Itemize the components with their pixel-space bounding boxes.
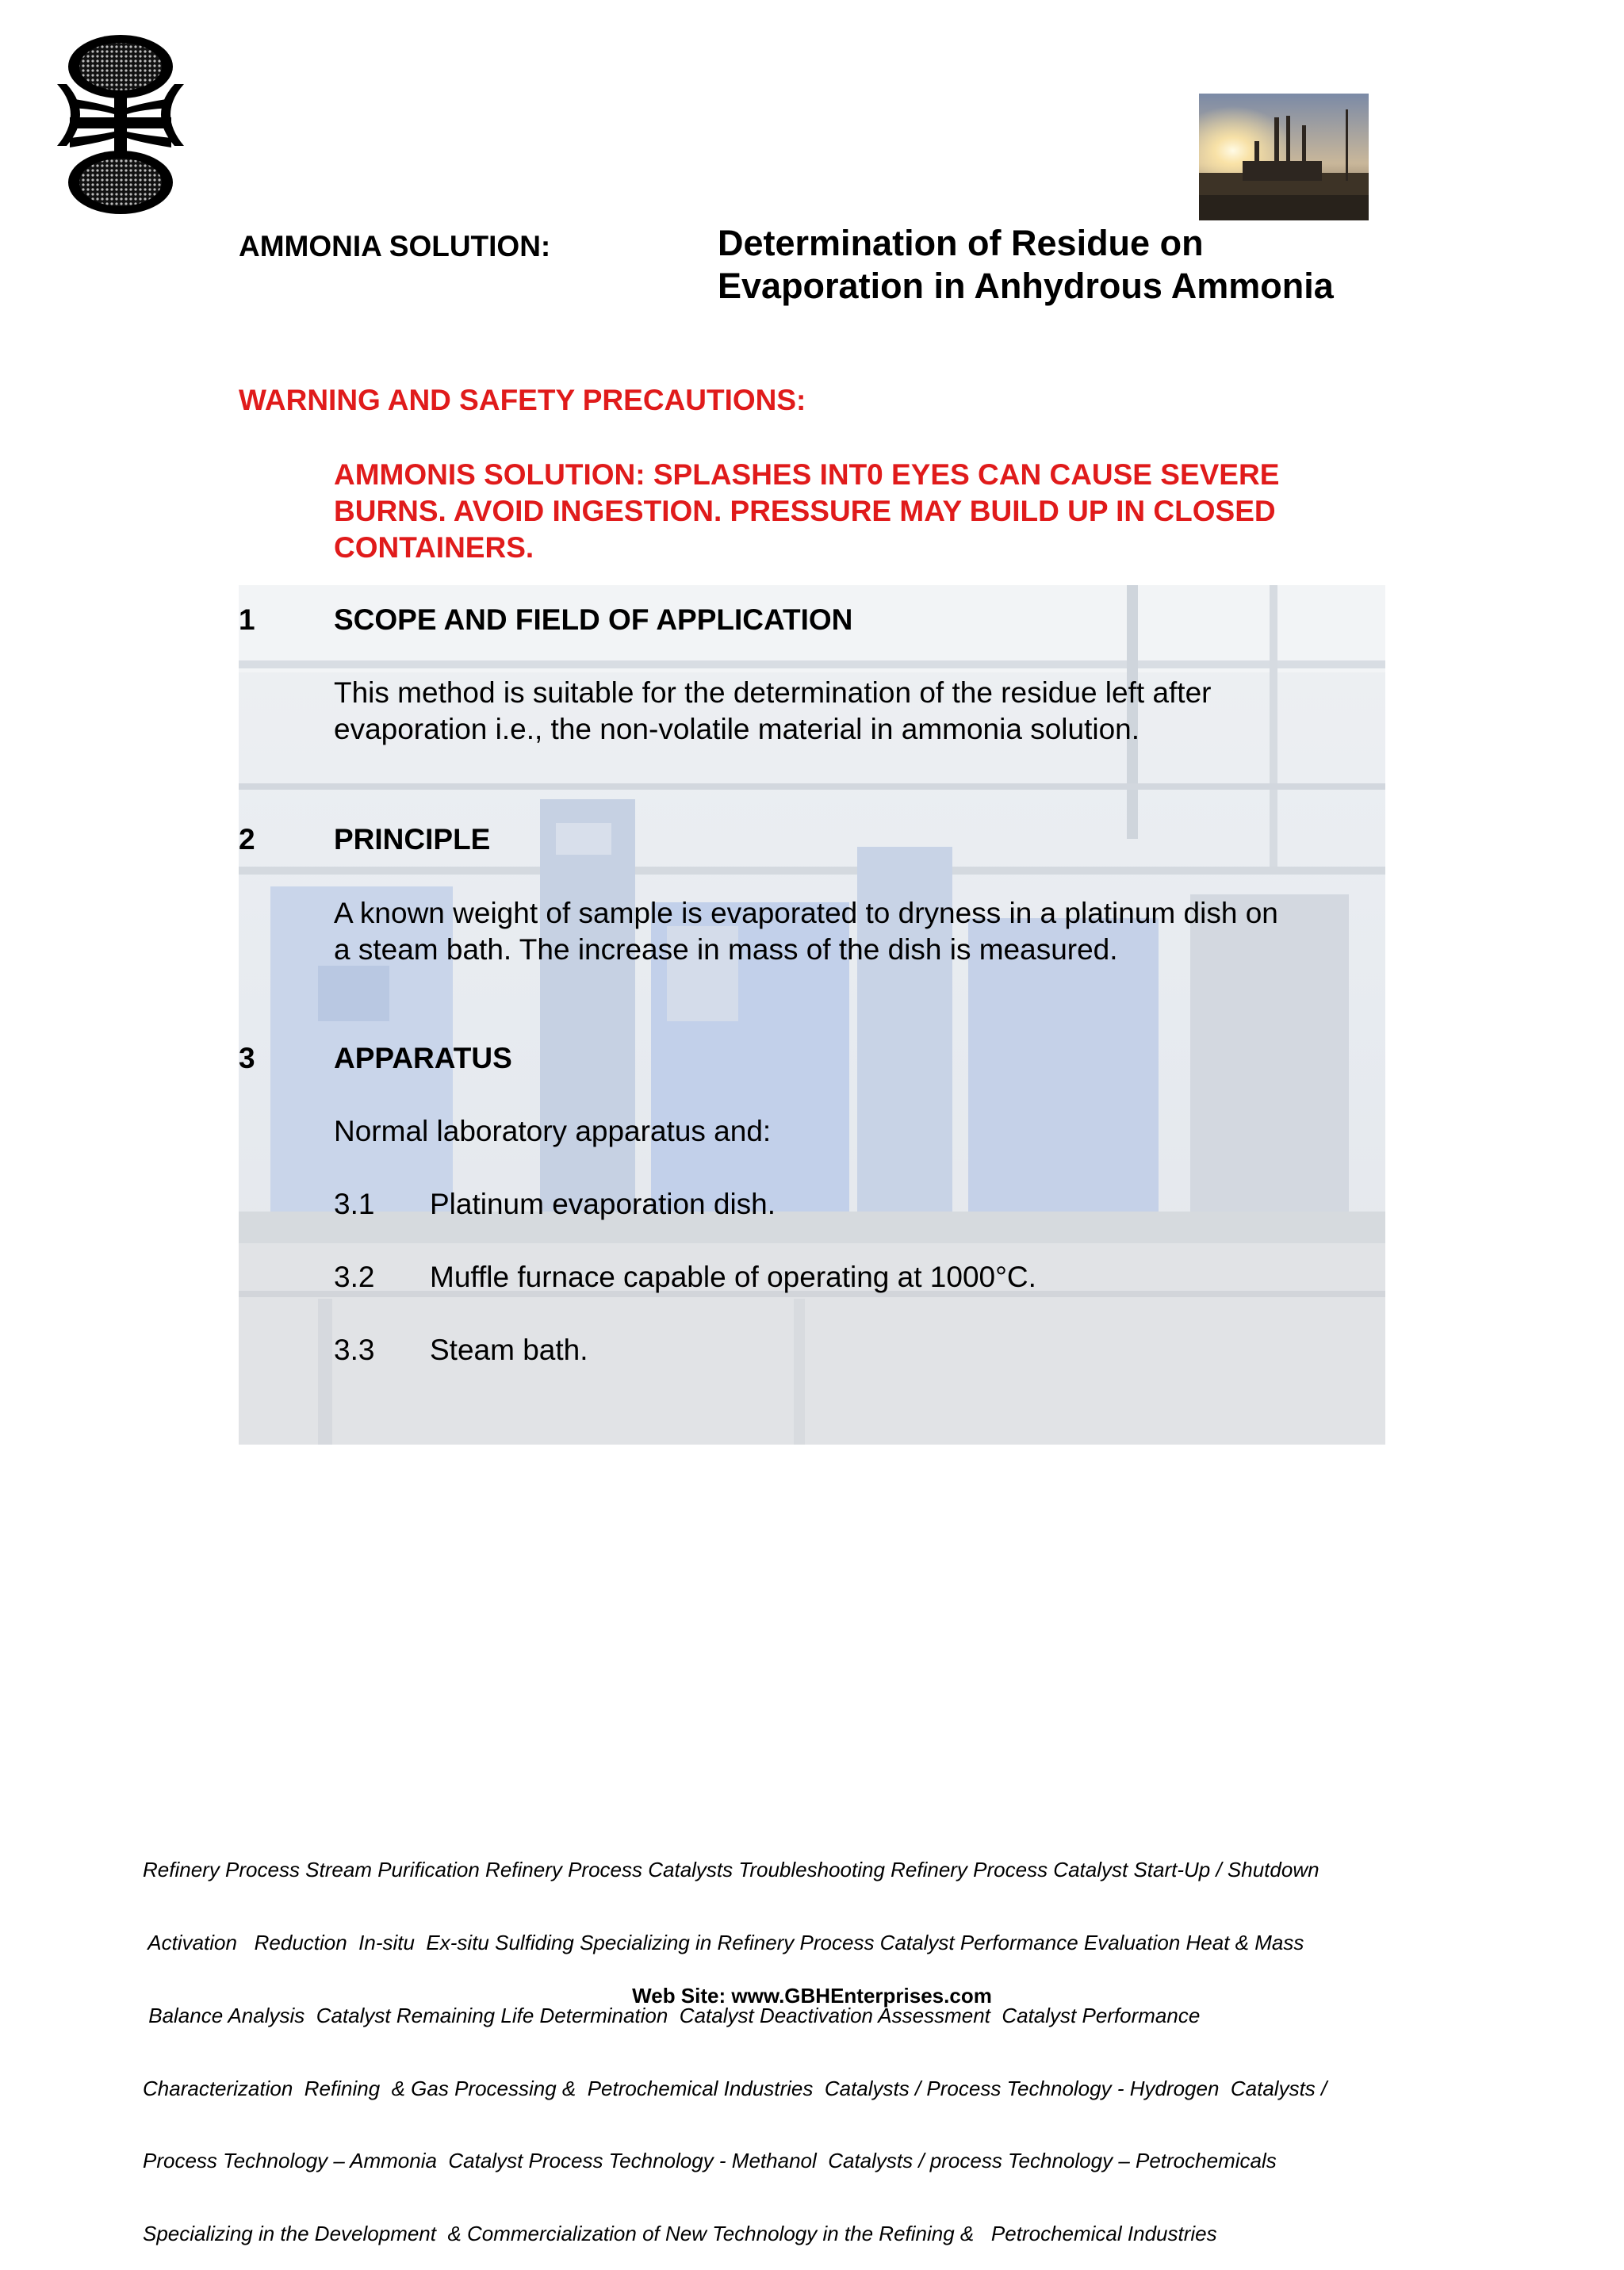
document-label: AMMONIA SOLUTION:: [239, 230, 551, 262]
item-number: 3.1: [334, 1188, 375, 1220]
section-number: 2: [239, 823, 255, 856]
body-line: a steam bath. The increase in mass of the dish is measured.: [334, 933, 1118, 966]
footer-line: Balance Analysis Catalyst Remaining Life Determination Catalyst Deactivation Assessment Catalyst Performance: [143, 2003, 1201, 2027]
footer-line: Specializing in the Development & Commercialization of New Technology in the Refining & Petrochemical Industries: [143, 2222, 1217, 2246]
company-logo-icon: [52, 35, 189, 214]
section-body-scope: [334, 675, 1211, 748]
item-text: Steam bath.: [430, 1334, 588, 1366]
footer-services-text: [143, 1809, 1380, 2270]
item-number: 3.2: [334, 1261, 375, 1293]
footer-line: Process Technology – Ammonia Catalyst Process Technology - Methanol Catalysts / process Technology – Petrochemicals: [143, 2149, 1277, 2173]
warning-text: [334, 457, 1279, 566]
warning-line: AMMONIS SOLUTION: SPLASHES INT0 EYES CAN CAUSE SEVERE: [334, 458, 1280, 491]
document-title-line-1: Determination of Residue on: [718, 223, 1204, 263]
footer-line: Characterization Refining & Gas Processing & Petrochemical Industries Catalysts / Process Technology - Hydrogen Catalysts /: [143, 2076, 1327, 2100]
warning-heading: WARNING AND SAFETY PRECAUTIONS:: [239, 384, 806, 416]
body-line: This method is suitable for the determination of the residue left after: [334, 676, 1212, 709]
item-text: Platinum evaporation dish.: [430, 1188, 776, 1220]
section-heading-principle: PRINCIPLE: [334, 823, 491, 856]
section-number: 3: [239, 1042, 255, 1074]
body-line: evaporation i.e., the non-volatile material in ammonia solution.: [334, 713, 1140, 745]
document-title-line-2: Evaporation in Anhydrous Ammonia: [718, 266, 1334, 306]
footer-line: Activation Reduction In-situ Ex-situ Sulfiding Specializing in Refinery Process Catalyst Performance Evaluation Heat & Mass: [143, 1930, 1304, 1954]
footer-website: Web Site: www.GBHEnterprises.com: [632, 1984, 992, 2008]
warning-line: CONTAINERS.: [334, 531, 534, 564]
section-intro-apparatus: Normal laboratory apparatus and:: [334, 1115, 772, 1147]
item-text: Muffle furnace capable of operating at 1000°C.: [430, 1261, 1036, 1293]
footer-line: Refinery Process Stream Purification Refinery Process Catalysts Troubleshooting Refinery Process Catalyst Start-Up / Shutdown: [143, 1858, 1320, 1882]
refinery-photo: [1199, 94, 1369, 220]
section-body-principle: [334, 895, 1278, 968]
section-number: 1: [239, 603, 255, 636]
body-line: A known weight of sample is evaporated to dryness in a platinum dish on: [334, 897, 1278, 929]
section-heading-scope: SCOPE AND FIELD OF APPLICATION: [334, 603, 853, 636]
section-heading-apparatus: APPARATUS: [334, 1042, 512, 1074]
item-number: 3.3: [334, 1334, 375, 1366]
warning-line: BURNS. AVOID INGESTION. PRESSURE MAY BUILD UP IN CLOSED: [334, 495, 1276, 527]
